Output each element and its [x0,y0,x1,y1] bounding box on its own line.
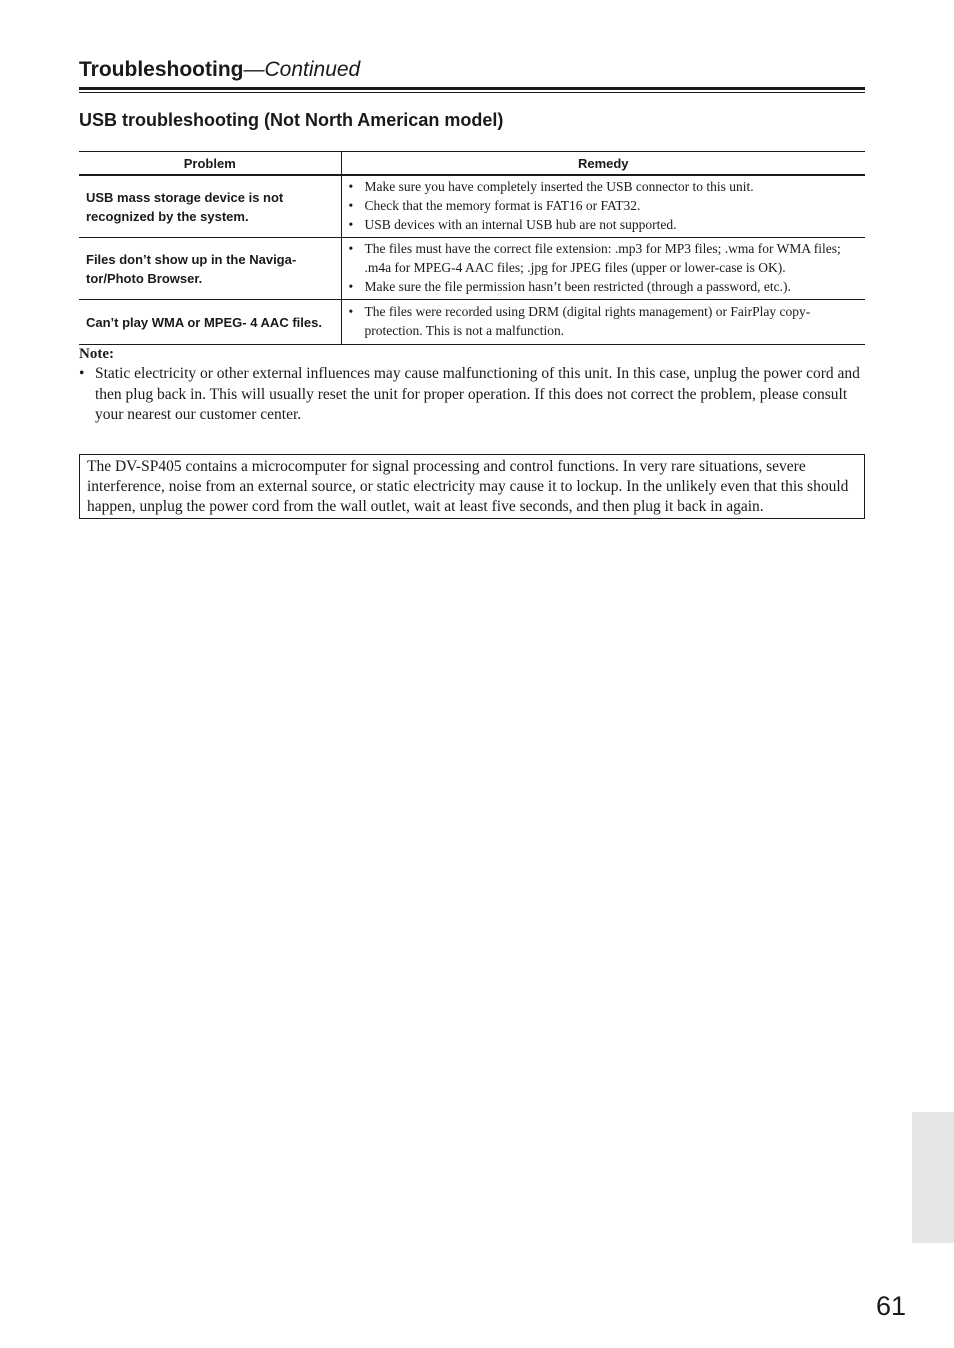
problem-cell: Can’t play WMA or MPEG- 4 AAC files. [79,300,341,345]
remedy-item: • USB devices with an internal USB hub are not supported. [348,215,860,234]
microcomputer-notice-box: The DV-SP405 contains a microcomputer for signal processing and control functions. In very rare situations, severe interference, noise from an external source, or static electricity may cause it to lockup. In the unlikely even that this should happen, unplug the power cord from the wall outlet, wait at least five seconds, and then plug it back in again. [79,454,865,519]
table-row [79,175,865,238]
remedy-list [348,302,860,340]
remedy-list [348,177,860,234]
note-title: Note: [79,346,114,362]
page-header [79,56,865,84]
remedy-item: • Make sure you have completely inserted the USB connector to this unit. [348,177,860,196]
table-row [79,300,865,345]
header-rule-thin [79,92,865,93]
column-header-problem: Problem [79,152,341,176]
note-item: • Static electricity or other external influences may cause malfunctioning of this unit. In this case, unplug the power cord and then plug back in. This will usually reset the unit for proper operation. If this does not correct the problem, please consult your nearest our customer center. [79,364,865,426]
remedy-cell [341,300,865,345]
page-title [79,56,865,84]
note-section [79,344,865,426]
remedy-item: • Check that the memory format is FAT16 or FAT32. [348,196,860,215]
problem-cell: USB mass storage device is not recognized by the system. [79,175,341,238]
column-header-remedy: Remedy [341,152,865,176]
header-rule-thick [79,87,865,90]
usb-troubleshooting-table [79,151,865,345]
page-number: 61 [875,1291,906,1321]
table-row [79,238,865,300]
remedy-cell [341,238,865,300]
section-side-tab [912,1112,954,1243]
remedy-item: • The files were recorded using DRM (digital rights management) or FairPlay copy-protection. This is not a malfunction. [348,302,860,340]
problem-cell: Files don’t show up in the Naviga-tor/Photo Browser. [79,238,341,300]
page-title-suffix: —Continued [243,58,361,81]
remedy-item: • The files must have the correct file extension: .mp3 for MP3 files; .wma for WMA files; .m4a for MPEG-4 AAC files; .jpg for JPEG files (upper or lower-case is OK). [348,239,860,277]
remedy-cell [341,175,865,238]
table-header-row [79,152,865,176]
page-title-main: Troubleshooting [79,58,244,81]
remedy-list [348,239,860,296]
section-title: USB troubleshooting (Not North American model) [79,110,504,130]
note-list [79,364,865,426]
remedy-item: • Make sure the file permission hasn’t been restricted (through a password, etc.). [348,277,860,296]
